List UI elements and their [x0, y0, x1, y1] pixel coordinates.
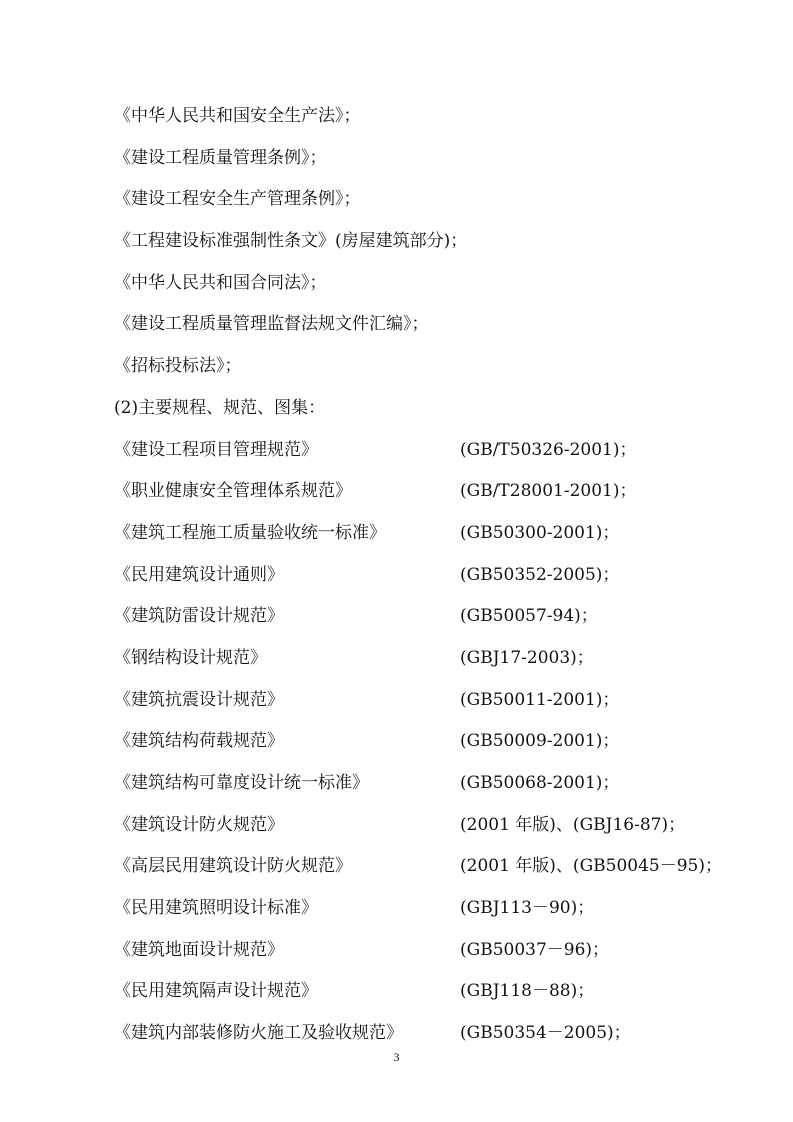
- standard-code: (GB50037－96)；: [460, 939, 610, 960]
- standard-item: [114, 763, 734, 805]
- law-title: 《建设工程质量管理监督法规文件汇编》；: [114, 314, 429, 335]
- standard-item: [114, 846, 734, 888]
- standard-code: (2001 年版)、(GBJ16-87)；: [460, 814, 686, 835]
- section-heading-text: (2)主要规程、规范、图集：: [114, 397, 326, 418]
- standard-code: (GB50352-2005)；: [460, 564, 620, 585]
- standard-name: 《民用建筑照明设计标准》: [114, 898, 318, 919]
- law-item: [114, 304, 734, 346]
- standard-item: [114, 888, 734, 930]
- law-item: [114, 179, 734, 221]
- section-heading: [114, 388, 734, 430]
- standard-name: 《建筑工程施工质量验收统一标准》: [114, 522, 386, 543]
- standard-item: [114, 721, 734, 763]
- standard-name: 《民用建筑设计通则》: [114, 564, 284, 585]
- standard-name: 《民用建筑隔声设计规范》: [114, 981, 318, 1002]
- standard-item: [114, 471, 734, 513]
- standard-item: [114, 930, 734, 972]
- standard-code: (GB/T28001-2001)；: [460, 481, 637, 502]
- law-title: 《中华人民共和国安全生产法》；: [114, 106, 361, 126]
- standard-name: 《建筑防雷设计规范》: [114, 606, 284, 627]
- standard-name: 《高层民用建筑设计防火规范》: [114, 856, 352, 877]
- standard-name: 《建筑设计防火规范》: [114, 814, 284, 835]
- page-content: [114, 96, 734, 1055]
- standard-code: (GB50354－2005)；: [460, 1023, 631, 1044]
- standard-item: [114, 680, 734, 722]
- standard-item: [114, 513, 734, 555]
- standard-code: (GB50057-94)；: [460, 606, 598, 627]
- standard-name: 《建筑结构可靠度设计统一标准》: [114, 773, 369, 793]
- law-item: [114, 346, 734, 388]
- standard-code: (GB/T50326-2001)；: [460, 439, 637, 460]
- standard-code: (GB50009-2001)；: [460, 731, 620, 752]
- standard-code: (GBJ17-2003)；: [460, 647, 594, 668]
- standard-item: [114, 638, 734, 680]
- standard-name: 《建筑结构荷载规范》: [114, 731, 284, 752]
- standard-item: [114, 430, 734, 472]
- standard-name: 《钢结构设计规范》: [114, 647, 267, 668]
- standard-name: 《建筑内部装修防火施工及验收规范》: [114, 1023, 403, 1044]
- standard-name: 《建设工程项目管理规范》: [114, 439, 318, 460]
- law-item: [114, 138, 734, 180]
- standard-code: (GB50300-2001)；: [460, 522, 620, 543]
- standard-item: [114, 596, 734, 638]
- law-title: 《招标投标法》；: [114, 356, 242, 377]
- law-item: [114, 221, 734, 263]
- standard-name: 《建筑抗震设计规范》: [114, 689, 284, 710]
- standard-code: (GBJ118－88)；: [460, 981, 595, 1002]
- law-title: 《建设工程安全生产管理条例》；: [114, 189, 361, 210]
- standard-item: [114, 805, 734, 847]
- standard-item: [114, 1013, 734, 1055]
- standard-code: (2001 年版)、(GB50045－95)；: [460, 856, 722, 877]
- law-item: [114, 263, 734, 305]
- standard-item: [114, 971, 734, 1013]
- standard-item: [114, 555, 734, 597]
- law-title: 《工程建设标准强制性条文》(房屋建筑部分)；: [114, 231, 468, 252]
- standard-name: 《建筑地面设计规范》: [114, 939, 284, 960]
- page-number: 3: [393, 1050, 400, 1064]
- standard-code: (GB50068-2001)；: [460, 773, 620, 793]
- standard-name: 《职业健康安全管理体系规范》: [114, 481, 352, 502]
- standard-code: (GB50011-2001)；: [460, 689, 620, 710]
- law-title: 《中华人民共和国合同法》；: [114, 272, 327, 293]
- law-title: 《建设工程质量管理条例》；: [114, 147, 327, 168]
- law-item: [114, 96, 734, 138]
- standard-code: (GBJ113－90)；: [460, 898, 595, 919]
